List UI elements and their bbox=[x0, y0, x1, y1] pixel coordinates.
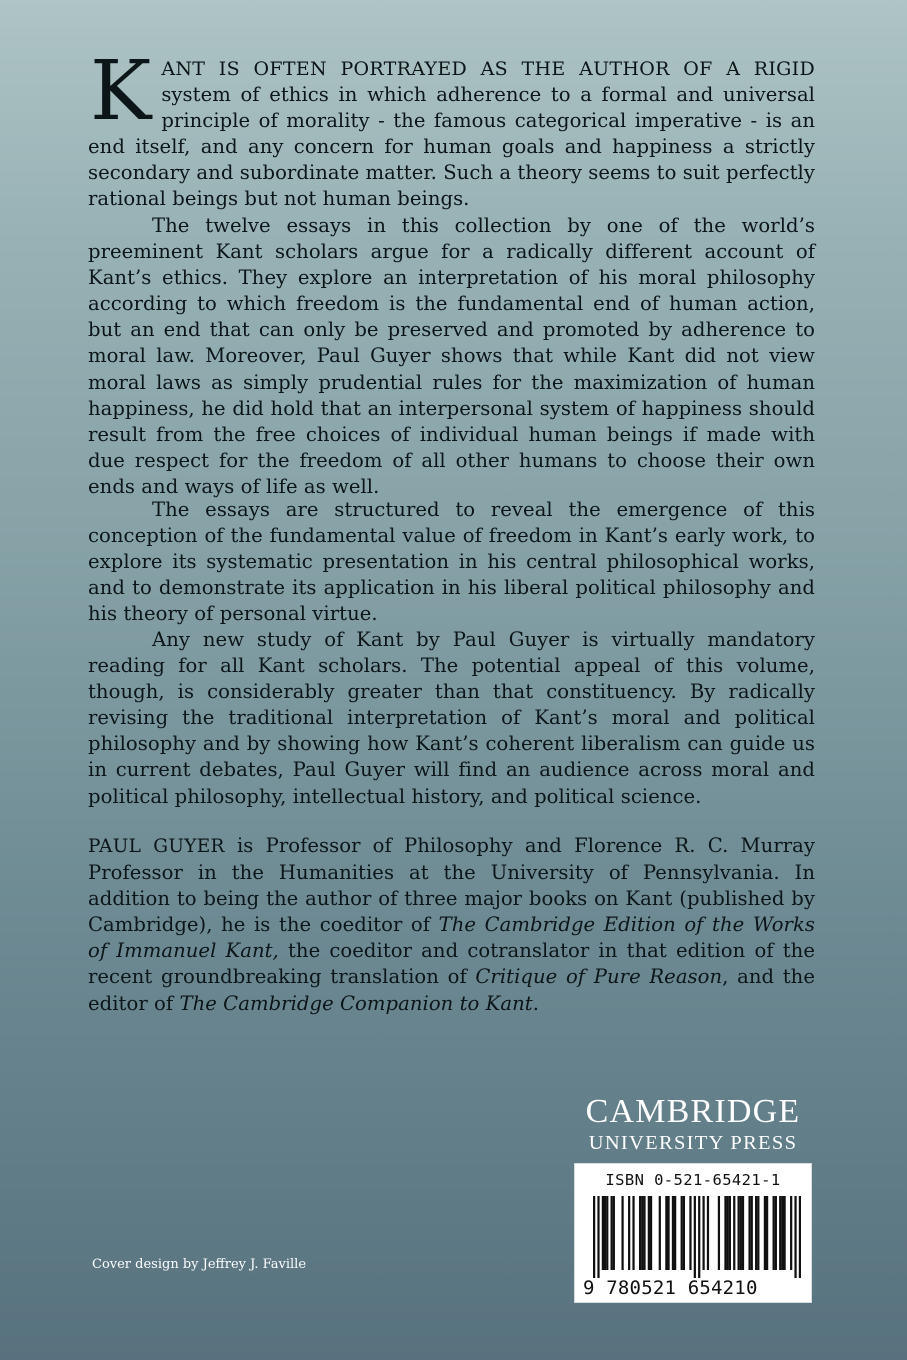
barcode-digits: 9 780521 654210 bbox=[583, 1277, 758, 1299]
barcode-bar bbox=[613, 1196, 615, 1270]
barcode-bar bbox=[694, 1196, 696, 1278]
author-bio-text-c: , and the editor of bbox=[88, 965, 815, 1015]
barcode-bar bbox=[766, 1196, 768, 1270]
author-bio-text-d: . bbox=[532, 991, 539, 1015]
barcode-bar bbox=[799, 1196, 801, 1278]
barcode-bar bbox=[773, 1196, 775, 1270]
barcode-bar bbox=[628, 1196, 630, 1270]
barcode-image bbox=[593, 1196, 801, 1278]
barcode-bar bbox=[602, 1196, 604, 1270]
publisher-subtitle: UNIVERSITY PRESS bbox=[588, 1132, 798, 1154]
barcode-bar bbox=[783, 1196, 785, 1270]
barcode-bar bbox=[779, 1196, 781, 1270]
barcode-bar bbox=[639, 1196, 641, 1270]
barcode-bar bbox=[729, 1196, 731, 1270]
barcode-bar bbox=[672, 1196, 674, 1270]
barcode-bar bbox=[632, 1196, 634, 1270]
barcode-bar bbox=[683, 1196, 685, 1270]
book-title-critique: Critique of Pure Reason bbox=[475, 965, 723, 989]
book-title-works: The Cambridge Edition of the Works of Immanuel Kant, bbox=[88, 913, 815, 963]
book-title-companion: The Cambridge Companion to Kant bbox=[179, 991, 533, 1015]
blurb-paragraph-1 bbox=[88, 44, 815, 213]
publisher-name: CAMBRIDGE bbox=[585, 1093, 801, 1130]
barcode-bar bbox=[790, 1196, 792, 1270]
barcode-bar bbox=[724, 1196, 726, 1270]
barcode-bar bbox=[611, 1196, 613, 1270]
barcode-bar bbox=[748, 1196, 750, 1270]
barcode-bar bbox=[689, 1196, 691, 1270]
barcode-bar bbox=[794, 1196, 796, 1278]
barcode-bar bbox=[597, 1196, 599, 1278]
opening-caps: ANT IS OFTEN PORTRAYED AS THE AUTHOR OF A RIGID bbox=[161, 58, 815, 80]
author-name: PAUL GUYER bbox=[88, 836, 225, 857]
barcode-bar bbox=[659, 1196, 661, 1270]
author-bio-text-b: the coeditor and cotranslator in that edition of the recent groundbreaking translation of bbox=[88, 939, 816, 989]
barcode-bar bbox=[621, 1196, 623, 1270]
barcode-bar bbox=[757, 1196, 759, 1270]
blurb-paragraph-4: Any new study of Kant by Paul Guyer is virtually mandatory reading for all Kant scholars. The potential appeal of this volume, though, is considerably greater than that constituency. By radically revising the traditional interpretation of Kant’s moral and political philosophy and by showing how Kant’s coherent liberalism can guide us in current debates, Paul Guyer will find an audience across moral and political philosophy, intellectual history, and political science. bbox=[88, 628, 815, 808]
barcode-bar bbox=[775, 1196, 777, 1270]
barcode-bar bbox=[667, 1196, 669, 1270]
author-bio-text-a: is Professor of Philosophy and Florence R. C. Murray Professor in the Humanities at the University of Pennsylvania. In addition to being the author of three major books on Kant (published by Cambridge), he is the coeditor of bbox=[88, 834, 816, 937]
barcode-bar bbox=[755, 1196, 757, 1270]
barcode-bar bbox=[733, 1196, 735, 1270]
blurb-paragraph-3: The essays are structured to reveal the emergence of this conception of the fundamental value of freedom in Kant’s early work, to explore its systematic presentation in his central philosophical works, and to demonstrate its application in his liberal political philosophy and his theory of personal virtue. bbox=[88, 498, 815, 626]
barcode-bar bbox=[641, 1196, 643, 1270]
barcode-bar bbox=[593, 1196, 595, 1278]
barcode-bar bbox=[665, 1196, 667, 1270]
barcode-bar bbox=[718, 1196, 720, 1270]
publisher-logo bbox=[574, 1093, 812, 1155]
barcode-bar bbox=[742, 1196, 744, 1270]
barcode-bar bbox=[751, 1196, 753, 1270]
barcode-bar bbox=[764, 1196, 766, 1270]
barcode-bar bbox=[604, 1196, 606, 1270]
barcode-bar bbox=[643, 1196, 645, 1270]
barcode-bar bbox=[738, 1196, 740, 1270]
barcode-bar bbox=[781, 1196, 783, 1270]
author-bio bbox=[88, 833, 815, 1017]
barcode-bar bbox=[650, 1196, 652, 1270]
barcode-bar bbox=[681, 1196, 683, 1270]
barcode-bar bbox=[606, 1196, 608, 1270]
barcode-bar bbox=[727, 1196, 729, 1270]
isbn-label: ISBN 0-521-65421-1 bbox=[605, 1171, 781, 1189]
barcode-bar bbox=[698, 1196, 700, 1278]
barcode-bar bbox=[702, 1196, 704, 1270]
barcode-bar bbox=[648, 1196, 650, 1270]
blurb-p1-text: system of ethics in which adherence to a formal and universal principle of morality - the famous categorical imperative - is an end itself, and any concern for human goals and happiness a strictly secondary and subordinate matter. Such a theory seems to suit perfectly rational beings but not human beings. bbox=[88, 83, 815, 211]
cover-credit: Cover design by Jeffrey J. Faville bbox=[92, 1257, 307, 1272]
barcode-bar bbox=[740, 1196, 742, 1270]
isbn-barcode-box bbox=[574, 1163, 812, 1303]
barcode-bar bbox=[674, 1196, 676, 1270]
drop-cap: K bbox=[90, 44, 152, 139]
barcode-bar bbox=[707, 1196, 709, 1270]
blurb-paragraph-2: The twelve essays in this collection by one of the world’s preeminent Kant scholars argue for a radically different account of Kant’s ethics. They explore an interpretation of his moral philosophy according to which freedom is the fundamental end of human action, but an end that can only be preserved and promoted by adherence to moral law. Moreover, Paul Guyer shows that while Kant did not view moral laws as simply prudential rules for the maximization of human happiness, he did hold that an interpersonal system of happiness should result from the free choices of individual human beings if made with due respect for the freedom of all other humans to choose their own ends and ways of life as well. bbox=[88, 214, 815, 498]
